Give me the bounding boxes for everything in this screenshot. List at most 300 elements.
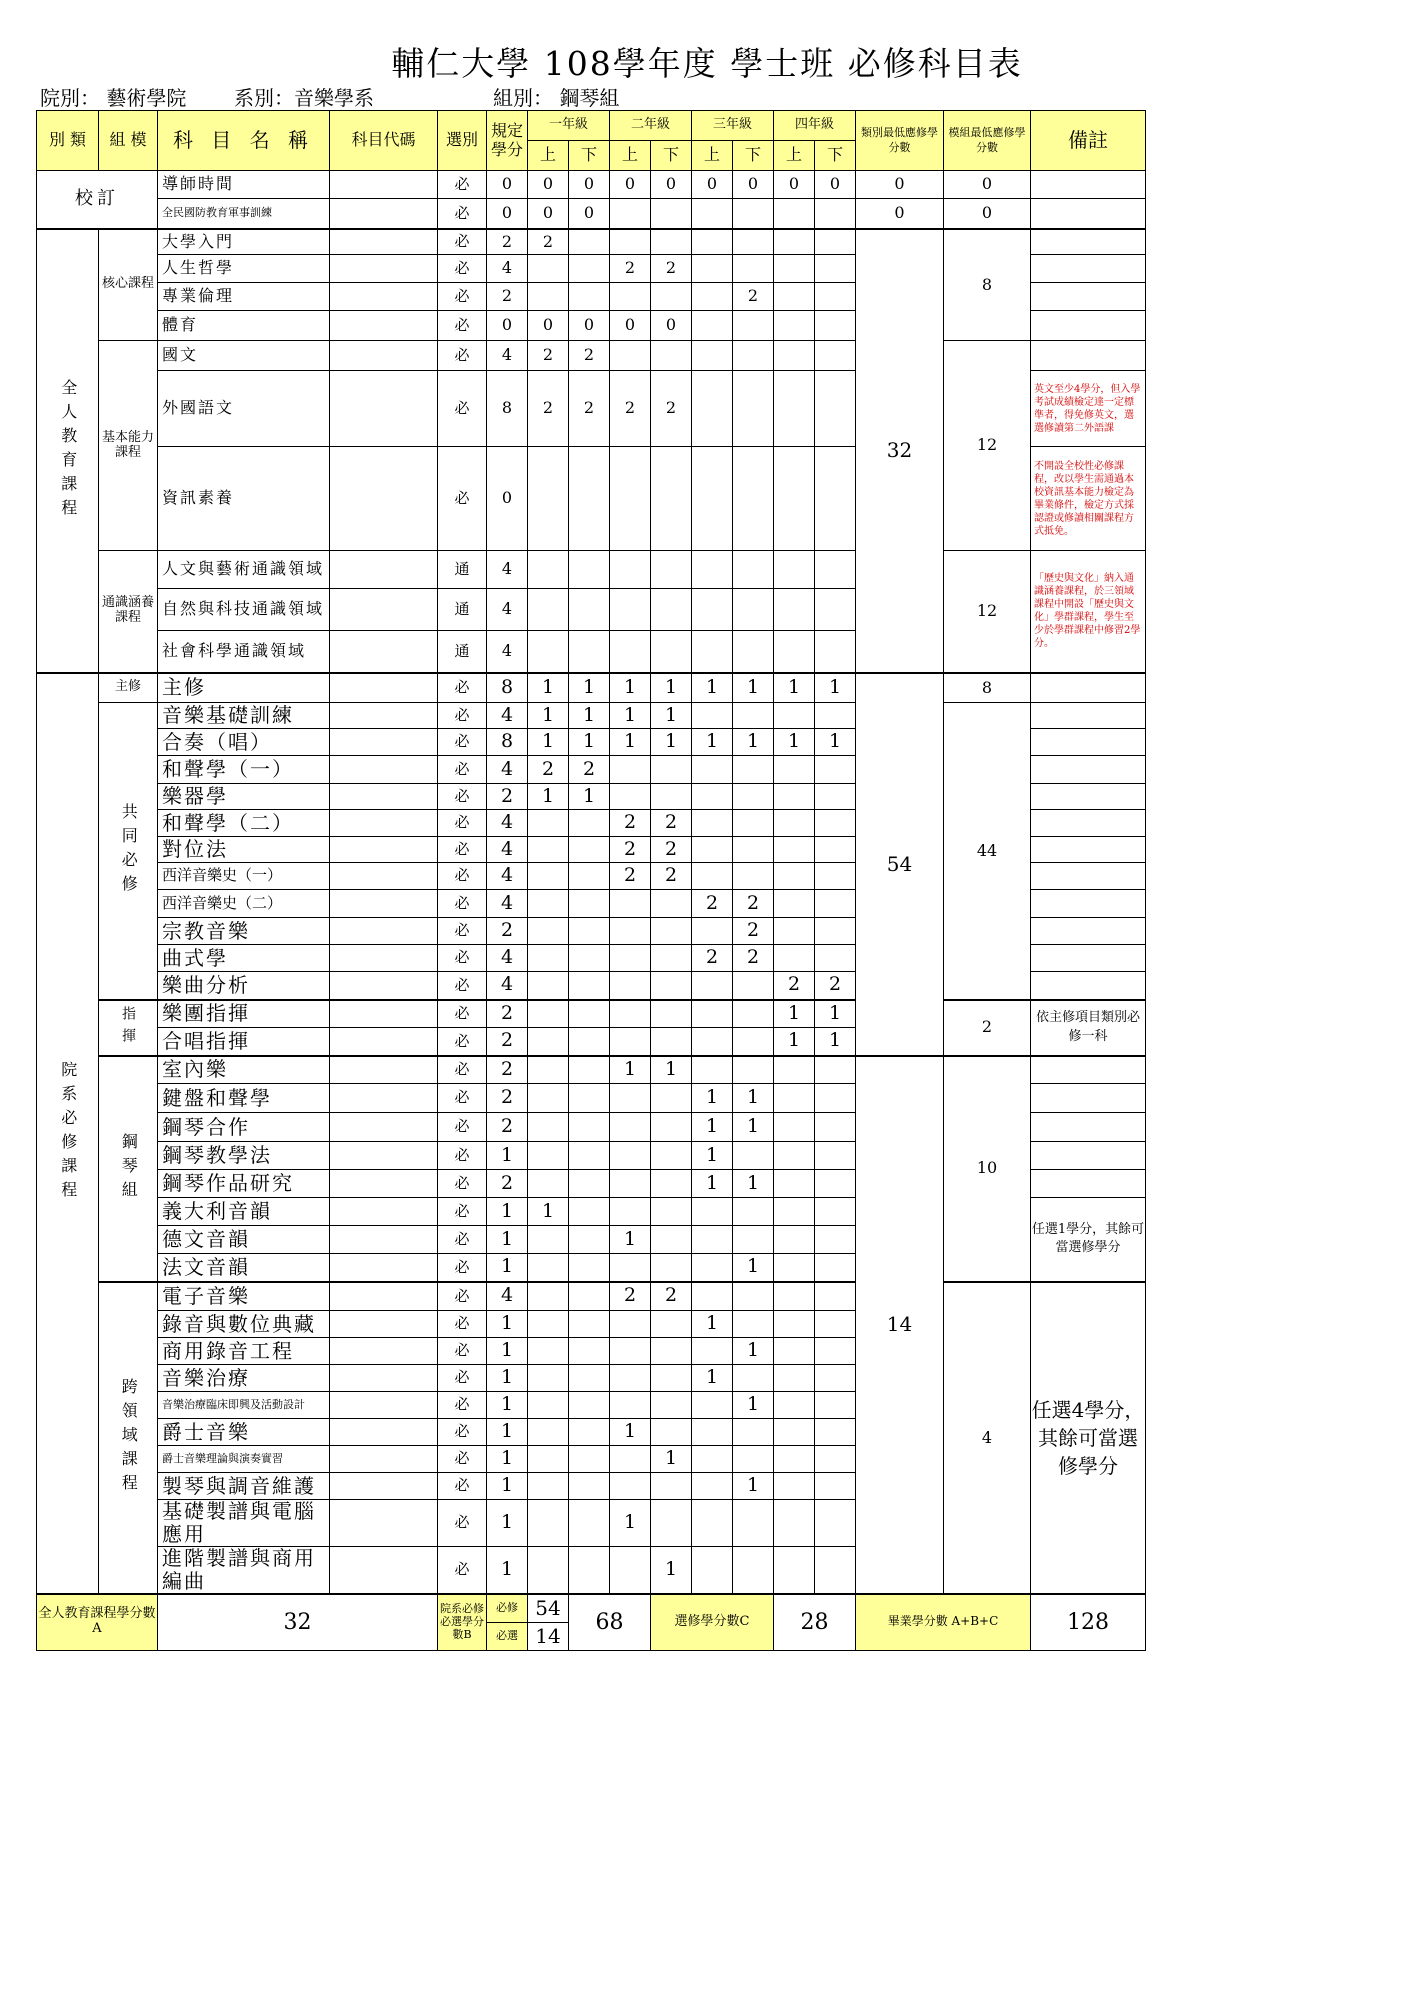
semester-credit bbox=[733, 810, 774, 837]
course-type: 必 bbox=[438, 784, 487, 810]
course-type: 必 bbox=[438, 255, 487, 283]
semester-credit: 1 bbox=[774, 1000, 815, 1028]
semester-credit bbox=[528, 1365, 569, 1392]
semester-credit bbox=[692, 1198, 733, 1226]
min-cat-dept-2: 14 bbox=[856, 1056, 944, 1595]
course-credits: 1 bbox=[487, 1392, 528, 1419]
course-code bbox=[330, 1392, 438, 1419]
course-code bbox=[330, 703, 438, 729]
remark-history: 「歷史與文化」納入通識涵養課程，於三領域課程中開設「歷史與文化」學群課程，學生至少於學群課程中修習2學分。 bbox=[1031, 551, 1146, 673]
course-name: 商用錄音工程 bbox=[158, 1338, 330, 1365]
semester-credit bbox=[651, 1392, 692, 1419]
semester-credit bbox=[651, 1028, 692, 1056]
college-meta: 院別： 藝術學院 bbox=[40, 86, 187, 110]
semester-credit bbox=[569, 283, 610, 311]
semester-credit: 1 bbox=[610, 1056, 651, 1084]
semester-credit bbox=[528, 447, 569, 551]
course-credits: 1 bbox=[487, 1547, 528, 1595]
semester-credit bbox=[569, 1419, 610, 1446]
course-type: 必 bbox=[438, 171, 487, 199]
semester-credit bbox=[733, 551, 774, 589]
course-name: 室內樂 bbox=[158, 1056, 330, 1084]
course-row bbox=[37, 1000, 1146, 1028]
min-module-credits: 4 bbox=[944, 1282, 1031, 1595]
semester-credit bbox=[569, 1028, 610, 1056]
course-row bbox=[37, 341, 1146, 371]
course-code bbox=[330, 283, 438, 311]
semester-credit bbox=[528, 1547, 569, 1595]
course-name: 鋼琴教學法 bbox=[158, 1142, 330, 1170]
semester-credit bbox=[733, 837, 774, 863]
course-type: 必 bbox=[438, 1500, 487, 1547]
semester-credit bbox=[815, 1198, 856, 1226]
semester-credit bbox=[692, 199, 733, 229]
remark-cell bbox=[1031, 863, 1146, 890]
table-body bbox=[37, 111, 1146, 1595]
semester-credit bbox=[815, 1170, 856, 1198]
semester-credit: 1 bbox=[733, 729, 774, 756]
min-cat-quanren: 32 bbox=[856, 229, 944, 673]
course-code bbox=[330, 756, 438, 784]
summary-sel-label: 必選 bbox=[487, 1622, 528, 1650]
remark-cell bbox=[1031, 229, 1146, 255]
semester-credit bbox=[610, 784, 651, 810]
min-module-credits: 8 bbox=[944, 229, 1031, 341]
semester-credit bbox=[651, 1170, 692, 1198]
semester-credit bbox=[774, 890, 815, 918]
semester-credit bbox=[774, 784, 815, 810]
semester-credit bbox=[569, 255, 610, 283]
dept-name: 音樂學系 bbox=[294, 86, 374, 110]
min-module-credits: 12 bbox=[944, 551, 1031, 673]
course-code bbox=[330, 1226, 438, 1254]
course-name: 專業倫理 bbox=[158, 283, 330, 311]
semester-credit bbox=[774, 311, 815, 341]
course-type: 必 bbox=[438, 1338, 487, 1365]
group-dept-label: 院系必修課程 bbox=[58, 1061, 78, 1206]
semester-credit bbox=[774, 837, 815, 863]
course-type: 必 bbox=[438, 972, 487, 1000]
semester-credit: 1 bbox=[692, 1311, 733, 1338]
semester-credit bbox=[528, 551, 569, 589]
semester-credit bbox=[815, 589, 856, 631]
semester-credit bbox=[815, 311, 856, 341]
course-type: 通 bbox=[438, 631, 487, 673]
course-row bbox=[37, 1056, 1146, 1084]
course-name: 體育 bbox=[158, 311, 330, 341]
semester-credit bbox=[733, 589, 774, 631]
semester-credit bbox=[692, 1028, 733, 1056]
course-name: 全民國防教育軍事訓練 bbox=[158, 199, 330, 229]
semester-credit bbox=[692, 1056, 733, 1084]
semester-credit bbox=[815, 255, 856, 283]
course-code bbox=[330, 1170, 438, 1198]
header-sem-down: 下 bbox=[815, 141, 856, 171]
course-credits: 4 bbox=[487, 837, 528, 863]
min-cat-jiaoding: 0 bbox=[856, 171, 944, 199]
semester-credit bbox=[733, 631, 774, 673]
semester-credit bbox=[774, 1084, 815, 1113]
semester-credit bbox=[569, 1000, 610, 1028]
course-credits: 2 bbox=[487, 1170, 528, 1198]
semester-credit bbox=[692, 1419, 733, 1446]
semester-credit: 2 bbox=[610, 255, 651, 283]
semester-credit bbox=[569, 890, 610, 918]
semester-credit bbox=[651, 1311, 692, 1338]
semester-credit bbox=[733, 756, 774, 784]
course-code bbox=[330, 863, 438, 890]
semester-credit bbox=[610, 551, 651, 589]
course-type: 必 bbox=[438, 1142, 487, 1170]
semester-credit bbox=[528, 1311, 569, 1338]
course-credits: 4 bbox=[487, 589, 528, 631]
remark-cell bbox=[1031, 972, 1146, 1000]
course-credits: 2 bbox=[487, 1113, 528, 1142]
semester-credit: 0 bbox=[610, 171, 651, 199]
semester-credit: 1 bbox=[692, 729, 733, 756]
course-type: 必 bbox=[438, 1000, 487, 1028]
course-name: 人文與藝術通識領域 bbox=[158, 551, 330, 589]
remark-english: 英文至少4學分，但入學考試成績檢定達一定標準者，得免修英文，選選修讀第二外語課 bbox=[1031, 371, 1146, 447]
semester-credit: 2 bbox=[651, 837, 692, 863]
semester-credit bbox=[651, 1365, 692, 1392]
course-type: 通 bbox=[438, 551, 487, 589]
semester-credit bbox=[569, 810, 610, 837]
course-name: 樂器學 bbox=[158, 784, 330, 810]
remark-cell bbox=[1031, 918, 1146, 945]
semester-credit bbox=[815, 1254, 856, 1282]
remark-cross: 任選4學分，其餘可當選修學分 bbox=[1031, 1282, 1146, 1595]
header-name: 科 目 名 稱 bbox=[158, 111, 330, 171]
semester-credit bbox=[692, 1226, 733, 1254]
semester-credit: 1 bbox=[610, 673, 651, 703]
course-name: 人生哲學 bbox=[158, 255, 330, 283]
semester-credit bbox=[569, 1113, 610, 1142]
remark-cell bbox=[1031, 810, 1146, 837]
semester-credit: 1 bbox=[610, 1500, 651, 1547]
course-credits: 2 bbox=[487, 1028, 528, 1056]
semester-credit bbox=[774, 255, 815, 283]
course-code bbox=[330, 729, 438, 756]
module-piano-label: 鋼琴組 bbox=[119, 1132, 139, 1205]
remark-cell bbox=[1031, 703, 1146, 729]
course-code bbox=[330, 1198, 438, 1226]
course-name: 音樂基礎訓練 bbox=[158, 703, 330, 729]
course-code bbox=[330, 311, 438, 341]
semester-credit: 1 bbox=[651, 1547, 692, 1595]
course-type: 必 bbox=[438, 729, 487, 756]
course-credits: 4 bbox=[487, 255, 528, 283]
module-basic: 基本能力課程 bbox=[99, 341, 158, 551]
semester-credit bbox=[692, 229, 733, 255]
page-title: 輔仁大學 108學年度 學士班 必修科目表 bbox=[391, 44, 1023, 83]
semester-credit bbox=[815, 918, 856, 945]
semester-credit bbox=[774, 1419, 815, 1446]
curriculum-table-wrap bbox=[36, 110, 1146, 1651]
course-credits: 1 bbox=[487, 1311, 528, 1338]
header-type: 選別 bbox=[438, 111, 487, 171]
semester-credit: 0 bbox=[528, 171, 569, 199]
semester-credit: 1 bbox=[651, 1056, 692, 1084]
semester-credit bbox=[774, 1473, 815, 1500]
course-row bbox=[37, 229, 1146, 255]
semester-credit: 2 bbox=[651, 255, 692, 283]
semester-credit bbox=[774, 1365, 815, 1392]
semester-credit bbox=[610, 341, 651, 371]
semester-credit bbox=[733, 199, 774, 229]
semester-credit bbox=[610, 1473, 651, 1500]
semester-credit: 2 bbox=[528, 229, 569, 255]
course-credits: 2 bbox=[487, 1000, 528, 1028]
semester-credit bbox=[692, 371, 733, 447]
semester-credit bbox=[815, 631, 856, 673]
semester-credit bbox=[651, 1084, 692, 1113]
min-module-credits: 2 bbox=[944, 1000, 1031, 1056]
semester-credit bbox=[610, 1392, 651, 1419]
semester-credit bbox=[815, 784, 856, 810]
semester-credit bbox=[733, 1311, 774, 1338]
semester-credit bbox=[692, 784, 733, 810]
semester-credit: 2 bbox=[610, 371, 651, 447]
semester-credit bbox=[733, 341, 774, 371]
semester-credit bbox=[528, 255, 569, 283]
semester-credit bbox=[528, 1446, 569, 1473]
semester-credit bbox=[815, 756, 856, 784]
course-code bbox=[330, 341, 438, 371]
remark-piano: 任選1學分，其餘可當選修學分 bbox=[1031, 1198, 1146, 1282]
module-conduct-label: 指揮 bbox=[120, 1005, 137, 1050]
semester-credit: 2 bbox=[610, 837, 651, 863]
semester-credit bbox=[815, 1473, 856, 1500]
course-name: 鋼琴合作 bbox=[158, 1113, 330, 1142]
course-code bbox=[330, 255, 438, 283]
remark-cell bbox=[1031, 756, 1146, 784]
course-credits: 1 bbox=[487, 1419, 528, 1446]
semester-credit bbox=[569, 551, 610, 589]
semester-credit bbox=[569, 863, 610, 890]
semester-credit bbox=[569, 972, 610, 1000]
semester-credit bbox=[528, 1473, 569, 1500]
semester-credit bbox=[692, 1446, 733, 1473]
course-credits: 2 bbox=[487, 918, 528, 945]
semester-credit: 2 bbox=[610, 810, 651, 837]
semester-credit bbox=[733, 255, 774, 283]
course-credits: 4 bbox=[487, 756, 528, 784]
remark-cell bbox=[1031, 283, 1146, 311]
semester-credit bbox=[651, 784, 692, 810]
semester-credit: 1 bbox=[651, 729, 692, 756]
semester-credit bbox=[815, 1226, 856, 1254]
min-cat-dept-1: 54 bbox=[856, 673, 944, 1056]
course-credits: 0 bbox=[487, 447, 528, 551]
semester-credit: 0 bbox=[774, 171, 815, 199]
course-name: 自然與科技通識領域 bbox=[158, 589, 330, 631]
summary-req-value: 54 bbox=[528, 1594, 569, 1622]
course-credits: 4 bbox=[487, 1282, 528, 1311]
semester-credit: 2 bbox=[733, 918, 774, 945]
semester-credit bbox=[569, 1311, 610, 1338]
semester-credit bbox=[815, 341, 856, 371]
header-year-3: 三年級 bbox=[692, 111, 774, 141]
course-credits: 0 bbox=[487, 171, 528, 199]
course-name: 宗教音樂 bbox=[158, 918, 330, 945]
course-name: 爵士音樂 bbox=[158, 1419, 330, 1446]
semester-credit bbox=[692, 703, 733, 729]
semester-credit bbox=[815, 1547, 856, 1595]
semester-credit: 1 bbox=[569, 784, 610, 810]
course-code bbox=[330, 1084, 438, 1113]
semester-credit: 2 bbox=[733, 890, 774, 918]
summary-c-label: 選修學分數C bbox=[651, 1594, 774, 1650]
header-sem-up: 上 bbox=[692, 141, 733, 171]
semester-credit bbox=[528, 1419, 569, 1446]
semester-credit bbox=[528, 863, 569, 890]
course-name: 社會科學通識領域 bbox=[158, 631, 330, 673]
module-general: 通識涵養課程 bbox=[99, 551, 158, 673]
header-cat: 別 類 bbox=[37, 111, 99, 171]
course-credits: 1 bbox=[487, 1338, 528, 1365]
semester-credit bbox=[528, 890, 569, 918]
semester-credit bbox=[815, 1500, 856, 1547]
summary-sel-value: 14 bbox=[528, 1622, 569, 1650]
semester-credit bbox=[733, 1547, 774, 1595]
semester-credit: 1 bbox=[692, 1113, 733, 1142]
semester-credit bbox=[774, 703, 815, 729]
semester-credit bbox=[815, 1311, 856, 1338]
semester-credit bbox=[528, 1142, 569, 1170]
semester-credit bbox=[651, 631, 692, 673]
semester-credit bbox=[651, 551, 692, 589]
semester-credit: 1 bbox=[733, 1338, 774, 1365]
semester-credit bbox=[569, 1056, 610, 1084]
semester-credit: 2 bbox=[733, 945, 774, 972]
semester-credit bbox=[774, 371, 815, 447]
semester-credit bbox=[610, 890, 651, 918]
semester-credit: 1 bbox=[692, 1084, 733, 1113]
course-credits: 1 bbox=[487, 1254, 528, 1282]
semester-credit bbox=[610, 945, 651, 972]
semester-credit bbox=[528, 1500, 569, 1547]
semester-credit bbox=[528, 589, 569, 631]
remark-cell bbox=[1031, 199, 1146, 229]
header-remark: 備註 bbox=[1031, 111, 1146, 171]
semester-credit bbox=[774, 1547, 815, 1595]
course-type: 必 bbox=[438, 1311, 487, 1338]
semester-credit bbox=[610, 972, 651, 1000]
semester-credit bbox=[569, 1547, 610, 1595]
course-code bbox=[330, 918, 438, 945]
course-type: 必 bbox=[438, 229, 487, 255]
semester-credit bbox=[774, 229, 815, 255]
semester-credit bbox=[815, 1446, 856, 1473]
semester-credit: 1 bbox=[774, 673, 815, 703]
semester-credit bbox=[569, 1170, 610, 1198]
semester-credit bbox=[733, 447, 774, 551]
course-code bbox=[330, 945, 438, 972]
semester-credit: 1 bbox=[651, 1446, 692, 1473]
semester-credit bbox=[528, 1392, 569, 1419]
semester-credit bbox=[528, 1226, 569, 1254]
semester-credit: 2 bbox=[651, 371, 692, 447]
semester-credit bbox=[610, 283, 651, 311]
course-type: 必 bbox=[438, 810, 487, 837]
module-major: 主修 bbox=[99, 673, 158, 703]
course-code bbox=[330, 1311, 438, 1338]
semester-credit: 1 bbox=[692, 1142, 733, 1170]
course-credits: 4 bbox=[487, 890, 528, 918]
semester-credit bbox=[774, 341, 815, 371]
semester-credit: 0 bbox=[569, 171, 610, 199]
semester-credit bbox=[774, 918, 815, 945]
course-code bbox=[330, 371, 438, 447]
group-quanren bbox=[37, 229, 99, 673]
course-credits: 1 bbox=[487, 1446, 528, 1473]
header-mod: 組 模 bbox=[99, 111, 158, 171]
semester-credit bbox=[569, 1254, 610, 1282]
semester-credit bbox=[569, 447, 610, 551]
semester-credit: 0 bbox=[692, 171, 733, 199]
min-module-credits: 8 bbox=[944, 673, 1031, 703]
remark-cell bbox=[1031, 673, 1146, 703]
course-name: 鋼琴作品研究 bbox=[158, 1170, 330, 1198]
semester-credit: 1 bbox=[692, 1365, 733, 1392]
semester-credit bbox=[774, 756, 815, 784]
header-sem-down: 下 bbox=[651, 141, 692, 171]
course-code bbox=[330, 837, 438, 863]
course-type: 必 bbox=[438, 1084, 487, 1113]
semester-credit bbox=[815, 1084, 856, 1113]
semester-credit: 1 bbox=[610, 729, 651, 756]
semester-credit bbox=[774, 1500, 815, 1547]
semester-credit: 1 bbox=[733, 1170, 774, 1198]
semester-credit: 2 bbox=[692, 890, 733, 918]
summary-c-value: 28 bbox=[774, 1594, 856, 1650]
course-type: 必 bbox=[438, 1282, 487, 1311]
remark-info: 不開設全校性必修課程，改以學生需通過本校資訊基本能力檢定為畢業條件，檢定方式採認證或修讀相關課程方式抵免。 bbox=[1031, 447, 1146, 551]
remark-cell bbox=[1031, 890, 1146, 918]
course-credits: 4 bbox=[487, 631, 528, 673]
course-type: 通 bbox=[438, 589, 487, 631]
semester-credit: 0 bbox=[610, 311, 651, 341]
course-name: 大學入門 bbox=[158, 229, 330, 255]
dept-meta: 系別：音樂學系 bbox=[234, 86, 374, 110]
semester-credit: 2 bbox=[651, 863, 692, 890]
course-credits: 4 bbox=[487, 972, 528, 1000]
course-name: 西洋音樂史（一） bbox=[158, 863, 330, 890]
semester-credit bbox=[569, 1198, 610, 1226]
semester-credit bbox=[692, 447, 733, 551]
remark-cell bbox=[1031, 255, 1146, 283]
semester-credit bbox=[610, 1142, 651, 1170]
course-credits: 4 bbox=[487, 703, 528, 729]
min-cat-jiaoding-2: 0 bbox=[856, 199, 944, 229]
module-conduct bbox=[99, 1000, 158, 1056]
course-code bbox=[330, 447, 438, 551]
course-name: 西洋音樂史（二） bbox=[158, 890, 330, 918]
course-code bbox=[330, 1254, 438, 1282]
summary-grad-label: 畢業學分數 A+B+C bbox=[856, 1594, 1031, 1650]
semester-credit bbox=[815, 1392, 856, 1419]
course-type: 必 bbox=[438, 890, 487, 918]
course-credits: 1 bbox=[487, 1365, 528, 1392]
course-credits: 8 bbox=[487, 371, 528, 447]
semester-credit bbox=[569, 1282, 610, 1311]
semester-credit bbox=[733, 1000, 774, 1028]
semester-credit: 2 bbox=[610, 1282, 651, 1311]
semester-credit: 1 bbox=[733, 1254, 774, 1282]
remark-cell bbox=[1031, 1056, 1146, 1084]
semester-credit bbox=[815, 199, 856, 229]
